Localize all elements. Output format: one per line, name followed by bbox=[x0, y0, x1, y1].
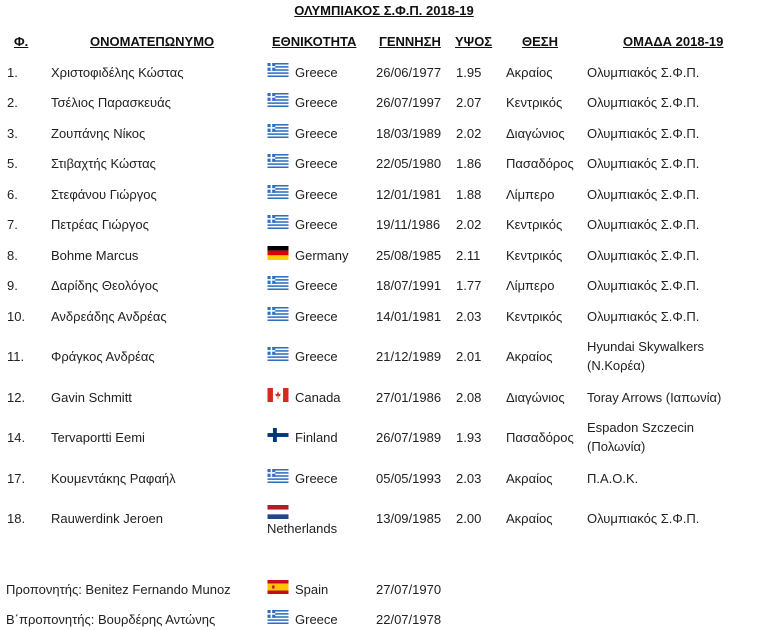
player-team: Ολυμπιακός Σ.Φ.Π. bbox=[587, 155, 700, 171]
player-position: Κεντρικός bbox=[506, 217, 563, 232]
player-name: Ανδρεάδης Ανδρέας bbox=[51, 309, 167, 324]
player-team: Ολυμπιακός Σ.Φ.Π. bbox=[587, 186, 700, 202]
player-position: Κεντρικός bbox=[506, 95, 563, 110]
player-birth: 05/05/1993 bbox=[376, 471, 442, 486]
player-team: Ολυμπιακός Σ.Φ.Π. bbox=[587, 64, 700, 80]
player-team: Ολυμπιακός Σ.Φ.Π. bbox=[587, 94, 700, 110]
player-position: Διαγώνιος bbox=[506, 126, 565, 141]
player-team: (Ν.Κορέα) bbox=[587, 358, 646, 373]
header-number: Φ. bbox=[14, 34, 29, 49]
player-nationality: Greece bbox=[295, 95, 338, 110]
header-height: ΥΨΟΣ bbox=[455, 34, 493, 49]
player-number: 17. bbox=[7, 471, 26, 486]
player-nationality: Greece bbox=[295, 349, 338, 364]
player-number: 6. bbox=[7, 187, 18, 202]
player-height: 2.11 bbox=[456, 248, 481, 263]
player-name: Tervaportti Eemi bbox=[51, 430, 145, 445]
greece-flag-icon bbox=[267, 276, 289, 290]
player-height: 2.03 bbox=[456, 309, 482, 324]
player-height: 2.07 bbox=[456, 95, 482, 110]
player-height: 2.02 bbox=[456, 126, 482, 141]
player-height: 2.01 bbox=[456, 349, 482, 364]
player-birth: 22/05/1980 bbox=[376, 156, 442, 171]
greece-flag-icon bbox=[267, 215, 289, 229]
player-number: 14. bbox=[7, 430, 26, 445]
greece-flag-icon bbox=[267, 307, 289, 321]
player-nationality: Greece bbox=[295, 278, 338, 293]
player-nationality: Greece bbox=[295, 187, 338, 202]
header-position: ΘΕΣΗ bbox=[522, 34, 558, 49]
spain-flag-icon bbox=[267, 580, 289, 594]
player-birth: 18/03/1989 bbox=[376, 126, 442, 141]
player-height: 2.03 bbox=[456, 471, 482, 486]
greece-flag-icon bbox=[267, 469, 289, 483]
header-team: ΟΜΑΔΑ 2018-19 bbox=[623, 34, 724, 49]
player-height: 2.00 bbox=[456, 511, 482, 526]
staff-birth: 22/07/1978 bbox=[376, 612, 442, 627]
player-birth: 21/12/1989 bbox=[376, 349, 442, 364]
player-number: 7. bbox=[7, 217, 18, 232]
greece-flag-icon bbox=[267, 63, 289, 77]
player-birth: 25/08/1985 bbox=[376, 248, 442, 263]
header-birth: ΓΕΝΝΗΣΗ bbox=[379, 34, 441, 49]
player-name: Κουμεντάκης Ραφαήλ bbox=[51, 471, 176, 486]
player-name: Rauwerdink Jeroen bbox=[51, 511, 164, 526]
greece-flag-icon bbox=[267, 93, 289, 107]
player-team: Π.Α.Ο.Κ. bbox=[587, 470, 639, 486]
player-name: Bohme Marcus bbox=[51, 248, 139, 263]
player-team: Ολυμπιακός Σ.Φ.Π. bbox=[587, 308, 700, 324]
greece-flag-icon bbox=[267, 610, 289, 624]
player-number: 5. bbox=[7, 156, 18, 171]
player-nationality: Greece bbox=[295, 309, 338, 324]
player-height: 1.95 bbox=[456, 65, 482, 80]
player-position: Ακραίος bbox=[506, 471, 553, 486]
player-position: Ακραίος bbox=[506, 65, 553, 80]
player-name: Στεφάνου Γιώργος bbox=[51, 187, 157, 202]
player-number: 3. bbox=[7, 126, 18, 141]
player-name: Ζουπάνης Νίκος bbox=[51, 126, 146, 141]
player-team: Ολυμπιακός Σ.Φ.Π. bbox=[587, 510, 700, 526]
player-team: Ολυμπιακός Σ.Φ.Π. bbox=[587, 125, 700, 141]
greece-flag-icon bbox=[267, 154, 289, 168]
player-birth: 27/01/1986 bbox=[376, 390, 442, 405]
player-nationality: Netherlands bbox=[267, 521, 338, 536]
player-name: Χριστοφιδέλης Κώστας bbox=[51, 65, 184, 80]
player-birth: 14/01/1981 bbox=[376, 309, 442, 324]
player-nationality: Canada bbox=[295, 390, 341, 405]
player-nationality: Greece bbox=[295, 471, 338, 486]
staff-role: Προπονητής: Benitez Fernando Munoz bbox=[6, 582, 231, 597]
player-birth: 13/09/1985 bbox=[376, 511, 442, 526]
staff-birth: 27/07/1970 bbox=[376, 582, 442, 597]
staff-nationality: Spain bbox=[295, 582, 329, 597]
player-number: 1. bbox=[7, 65, 18, 80]
player-team: Ολυμπιακός Σ.Φ.Π. bbox=[587, 216, 700, 232]
player-team: Hyundai Skywalkers bbox=[587, 339, 705, 354]
netherlands-flag-icon bbox=[267, 505, 289, 519]
player-birth: 18/07/1991 bbox=[376, 278, 442, 293]
player-nationality: Greece bbox=[295, 65, 338, 80]
player-nationality: Finland bbox=[295, 430, 338, 445]
player-nationality: Greece bbox=[295, 156, 338, 171]
page-title: ΟΛΥΜΠΙΑΚΟΣ Σ.Φ.Π. 2018-19 bbox=[294, 3, 474, 18]
finland-flag-icon bbox=[267, 428, 289, 442]
player-name: Τσέλιος Παρασκευάς bbox=[51, 95, 171, 110]
player-number: 9. bbox=[7, 278, 18, 293]
player-name: Φράγκος Ανδρέας bbox=[51, 349, 155, 364]
player-position: Λίμπερο bbox=[506, 187, 555, 202]
header-nationality: ΕΘΝΙΚΟΤΗΤΑ bbox=[272, 34, 357, 49]
player-team: (Πολωνία) bbox=[587, 439, 646, 454]
player-height: 1.77 bbox=[456, 278, 482, 293]
player-team: Toray Arrows (Ιαπωνία) bbox=[587, 389, 722, 405]
player-name: Gavin Schmitt bbox=[51, 390, 132, 405]
player-height: 2.08 bbox=[456, 390, 482, 405]
player-position: Ακραίος bbox=[506, 349, 553, 364]
player-number: 2. bbox=[7, 95, 18, 110]
staff-role: Β΄προπονητής: Βουρδέρης Αντώνης bbox=[6, 612, 216, 627]
player-birth: 12/01/1981 bbox=[376, 187, 442, 202]
player-birth: 26/06/1977 bbox=[376, 65, 442, 80]
germany-flag-icon bbox=[267, 246, 289, 260]
player-position: Διαγώνιος bbox=[506, 390, 565, 405]
player-birth: 26/07/1997 bbox=[376, 95, 442, 110]
greece-flag-icon bbox=[267, 185, 289, 199]
greece-flag-icon bbox=[267, 347, 289, 361]
player-name: Στιβαχτής Κώστας bbox=[51, 156, 156, 171]
staff-nationality: Greece bbox=[295, 612, 338, 627]
player-number: 12. bbox=[7, 390, 26, 405]
player-position: Κεντρικός bbox=[506, 248, 563, 263]
canada-flag-icon bbox=[267, 388, 289, 402]
player-nationality: Germany bbox=[295, 248, 349, 263]
player-height: 1.88 bbox=[456, 187, 482, 202]
player-team: Ολυμπιακός Σ.Φ.Π. bbox=[587, 277, 700, 293]
player-number: 8. bbox=[7, 248, 18, 263]
player-name: Δαρίδης Θεολόγος bbox=[51, 278, 159, 293]
greece-flag-icon bbox=[267, 124, 289, 138]
player-number: 10. bbox=[7, 309, 26, 324]
player-position: Πασαδόρος bbox=[506, 430, 574, 445]
player-birth: 26/07/1989 bbox=[376, 430, 442, 445]
player-height: 1.93 bbox=[456, 430, 482, 445]
player-position: Ακραίος bbox=[506, 511, 553, 526]
player-team: Espadon Szczecin bbox=[587, 420, 694, 435]
player-height: 1.86 bbox=[456, 156, 482, 171]
player-team: Ολυμπιακός Σ.Φ.Π. bbox=[587, 247, 700, 263]
header-name: ΟΝΟΜΑΤΕΠΩΝΥΜΟ bbox=[90, 34, 215, 49]
player-nationality: Greece bbox=[295, 217, 338, 232]
player-name: Πετρέας Γιώργος bbox=[51, 217, 149, 232]
player-number: 11. bbox=[7, 349, 25, 364]
player-position: Κεντρικός bbox=[506, 309, 563, 324]
player-position: Πασαδόρος bbox=[506, 156, 574, 171]
player-height: 2.02 bbox=[456, 217, 482, 232]
player-position: Λίμπερο bbox=[506, 278, 555, 293]
player-birth: 19/11/1986 bbox=[376, 217, 441, 232]
player-nationality: Greece bbox=[295, 126, 338, 141]
player-number: 18. bbox=[7, 511, 26, 526]
